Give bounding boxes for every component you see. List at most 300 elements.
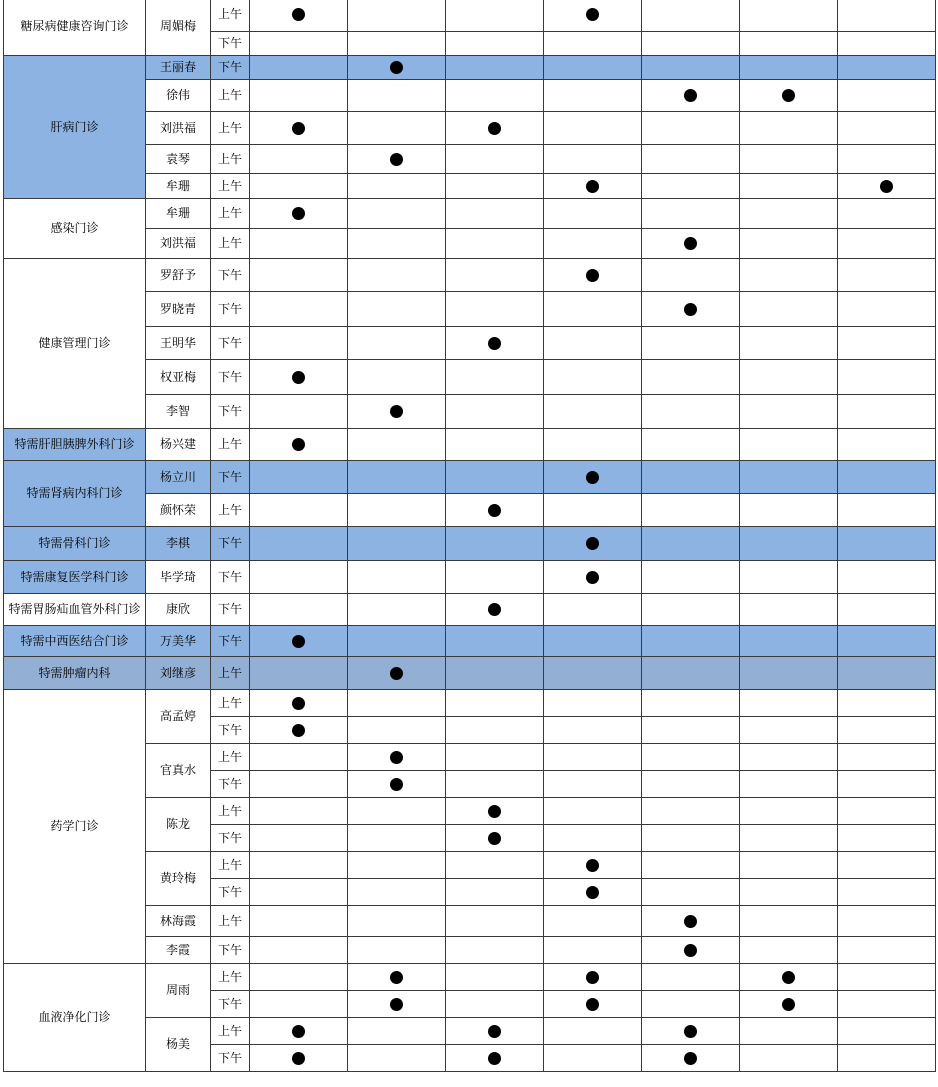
doctor-name: 权亚梅 [146, 360, 211, 395]
doctor-name: 周媚梅 [146, 0, 211, 56]
day-cell [250, 825, 348, 852]
day-cell [544, 906, 642, 937]
day-cell [740, 561, 838, 594]
scheduled-dot-icon [586, 180, 599, 193]
day-cell [838, 937, 936, 964]
day-cell [544, 937, 642, 964]
day-cell [642, 80, 740, 112]
day-cell [250, 174, 348, 199]
scheduled-dot-icon [292, 371, 305, 384]
day-cell [250, 527, 348, 561]
scheduled-dot-icon [488, 805, 501, 818]
day-cell [446, 657, 544, 690]
scheduled-dot-icon [390, 405, 403, 418]
day-cell [740, 56, 838, 80]
period-label: 上午 [211, 657, 250, 690]
day-cell [838, 395, 936, 429]
period-label: 上午 [211, 0, 250, 32]
period-label: 上午 [211, 798, 250, 825]
doctor-name: 毕学琦 [146, 561, 211, 594]
day-cell [544, 395, 642, 429]
day-cell [740, 852, 838, 879]
scheduled-dot-icon [292, 635, 305, 648]
day-cell [446, 292, 544, 327]
day-cell [740, 527, 838, 561]
day-cell [348, 1045, 446, 1072]
day-cell [740, 80, 838, 112]
doctor-name: 刘继彦 [146, 657, 211, 690]
scheduled-dot-icon [292, 438, 305, 451]
day-cell [250, 906, 348, 937]
doctor-name: 徐伟 [146, 80, 211, 112]
day-cell [642, 852, 740, 879]
scheduled-dot-icon [684, 89, 697, 102]
day-cell [642, 527, 740, 561]
day-cell [838, 798, 936, 825]
day-cell [838, 360, 936, 395]
schedule-row [4, 429, 936, 461]
day-cell [740, 32, 838, 56]
scheduled-dot-icon [488, 337, 501, 350]
day-cell [642, 690, 740, 717]
day-cell [642, 0, 740, 32]
scheduled-dot-icon [586, 269, 599, 282]
doctor-name: 袁琴 [146, 145, 211, 174]
day-cell [446, 771, 544, 798]
period-label: 上午 [211, 429, 250, 461]
day-cell [838, 594, 936, 626]
scheduled-dot-icon [586, 8, 599, 21]
day-cell [740, 964, 838, 991]
day-cell [348, 461, 446, 494]
scheduled-dot-icon [292, 697, 305, 710]
day-cell [740, 906, 838, 937]
period-label: 下午 [211, 32, 250, 56]
day-cell [838, 906, 936, 937]
scheduled-dot-icon [488, 1025, 501, 1038]
day-cell [250, 879, 348, 906]
day-cell [544, 626, 642, 657]
day-cell [544, 145, 642, 174]
day-cell [544, 744, 642, 771]
scheduled-dot-icon [292, 1052, 305, 1065]
day-cell [250, 657, 348, 690]
scheduled-dot-icon [390, 971, 403, 984]
day-cell [446, 594, 544, 626]
day-cell [642, 798, 740, 825]
doctor-name: 杨美 [146, 1018, 211, 1072]
day-cell [348, 199, 446, 229]
day-cell [740, 360, 838, 395]
day-cell [348, 494, 446, 527]
scheduled-dot-icon [586, 998, 599, 1011]
day-cell [838, 1045, 936, 1072]
day-cell [838, 259, 936, 292]
day-cell [348, 429, 446, 461]
day-cell [740, 145, 838, 174]
day-cell [642, 744, 740, 771]
day-cell [740, 717, 838, 744]
day-cell [740, 744, 838, 771]
day-cell [642, 461, 740, 494]
day-cell [544, 292, 642, 327]
period-label: 下午 [211, 461, 250, 494]
day-cell [348, 360, 446, 395]
department-name: 糖尿病健康咨询门诊 [4, 0, 146, 56]
day-cell [446, 852, 544, 879]
day-cell [446, 32, 544, 56]
day-cell [446, 906, 544, 937]
day-cell [740, 112, 838, 145]
period-label: 下午 [211, 937, 250, 964]
scheduled-dot-icon [586, 886, 599, 899]
day-cell [838, 429, 936, 461]
period-label: 上午 [211, 80, 250, 112]
period-label: 下午 [211, 56, 250, 80]
period-label: 上午 [211, 145, 250, 174]
day-cell [446, 690, 544, 717]
period-label: 下午 [211, 717, 250, 744]
day-cell [642, 1045, 740, 1072]
day-cell [250, 32, 348, 56]
day-cell [740, 879, 838, 906]
day-cell [642, 32, 740, 56]
day-cell [838, 991, 936, 1018]
day-cell [544, 56, 642, 80]
period-label: 下午 [211, 527, 250, 561]
day-cell [250, 429, 348, 461]
scheduled-dot-icon [292, 207, 305, 220]
day-cell [446, 0, 544, 32]
scheduled-dot-icon [390, 61, 403, 74]
day-cell [642, 771, 740, 798]
department-name: 特需骨科门诊 [4, 527, 146, 561]
doctor-name: 李棋 [146, 527, 211, 561]
day-cell [544, 991, 642, 1018]
scheduled-dot-icon [292, 8, 305, 21]
department-name: 感染门诊 [4, 199, 146, 259]
period-label: 下午 [211, 360, 250, 395]
day-cell [250, 771, 348, 798]
day-cell [838, 199, 936, 229]
period-label: 下午 [211, 771, 250, 798]
day-cell [446, 395, 544, 429]
day-cell [544, 174, 642, 199]
day-cell [348, 527, 446, 561]
day-cell [348, 594, 446, 626]
day-cell [838, 112, 936, 145]
day-cell [544, 32, 642, 56]
day-cell [348, 937, 446, 964]
day-cell [250, 292, 348, 327]
day-cell [446, 80, 544, 112]
day-cell [740, 327, 838, 360]
scheduled-dot-icon [390, 751, 403, 764]
day-cell [544, 360, 642, 395]
day-cell [250, 461, 348, 494]
scheduled-dot-icon [782, 971, 795, 984]
doctor-name: 颜怀荣 [146, 494, 211, 527]
department-name: 血液净化门诊 [4, 964, 146, 1072]
day-cell [348, 744, 446, 771]
period-label: 上午 [211, 174, 250, 199]
day-cell [250, 744, 348, 771]
day-cell [446, 744, 544, 771]
day-cell [642, 561, 740, 594]
day-cell [740, 259, 838, 292]
day-cell [838, 494, 936, 527]
day-cell [348, 327, 446, 360]
day-cell [348, 626, 446, 657]
day-cell [838, 229, 936, 259]
day-cell [544, 1045, 642, 1072]
day-cell [250, 937, 348, 964]
day-cell [348, 657, 446, 690]
day-cell [446, 964, 544, 991]
department-name: 药学门诊 [4, 690, 146, 964]
day-cell [348, 395, 446, 429]
day-cell [348, 879, 446, 906]
day-cell [544, 690, 642, 717]
day-cell [446, 494, 544, 527]
day-cell [838, 145, 936, 174]
doctor-name: 刘洪福 [146, 112, 211, 145]
day-cell [348, 292, 446, 327]
day-cell [446, 626, 544, 657]
doctor-name: 万美华 [146, 626, 211, 657]
day-cell [642, 229, 740, 259]
period-label: 下午 [211, 259, 250, 292]
day-cell [642, 879, 740, 906]
scheduled-dot-icon [390, 667, 403, 680]
day-cell [250, 145, 348, 174]
day-cell [544, 771, 642, 798]
day-cell [446, 527, 544, 561]
doctor-name: 牟珊 [146, 174, 211, 199]
scheduled-dot-icon [586, 537, 599, 550]
day-cell [446, 561, 544, 594]
day-cell [740, 594, 838, 626]
day-cell [740, 825, 838, 852]
day-cell [838, 80, 936, 112]
day-cell [544, 461, 642, 494]
day-cell [250, 626, 348, 657]
day-cell [642, 494, 740, 527]
department-name: 肝病门诊 [4, 56, 146, 199]
doctor-name: 高孟婷 [146, 690, 211, 744]
day-cell [250, 1018, 348, 1045]
period-label: 上午 [211, 852, 250, 879]
day-cell [740, 690, 838, 717]
day-cell [544, 229, 642, 259]
day-cell [838, 174, 936, 199]
day-cell [250, 259, 348, 292]
schedule-row [4, 527, 936, 561]
day-cell [740, 494, 838, 527]
schedule-row [4, 690, 936, 717]
day-cell [642, 626, 740, 657]
day-cell [446, 229, 544, 259]
day-cell [446, 798, 544, 825]
scheduled-dot-icon [684, 303, 697, 316]
day-cell [544, 112, 642, 145]
period-label: 下午 [211, 561, 250, 594]
day-cell [838, 461, 936, 494]
scheduled-dot-icon [586, 571, 599, 584]
day-cell [348, 991, 446, 1018]
doctor-name: 黄玲梅 [146, 852, 211, 906]
period-label: 上午 [211, 229, 250, 259]
day-cell [348, 1018, 446, 1045]
day-cell [544, 657, 642, 690]
day-cell [642, 906, 740, 937]
department-name: 特需肿瘤内科 [4, 657, 146, 690]
doctor-name: 李霞 [146, 937, 211, 964]
day-cell [642, 395, 740, 429]
day-cell [642, 292, 740, 327]
day-cell [838, 771, 936, 798]
department-name: 特需中西医结合门诊 [4, 626, 146, 657]
day-cell [544, 594, 642, 626]
day-cell [348, 964, 446, 991]
day-cell [446, 429, 544, 461]
day-cell [642, 594, 740, 626]
doctor-name: 罗晓青 [146, 292, 211, 327]
scheduled-dot-icon [292, 122, 305, 135]
doctor-name: 康欣 [146, 594, 211, 626]
day-cell [838, 825, 936, 852]
doctor-name: 林海霞 [146, 906, 211, 937]
day-cell [740, 461, 838, 494]
day-cell [348, 798, 446, 825]
doctor-name: 李智 [146, 395, 211, 429]
scheduled-dot-icon [684, 944, 697, 957]
doctor-name: 陈龙 [146, 798, 211, 852]
scheduled-dot-icon [292, 724, 305, 737]
day-cell [348, 825, 446, 852]
day-cell [348, 771, 446, 798]
period-label: 上午 [211, 690, 250, 717]
day-cell [250, 690, 348, 717]
day-cell [642, 56, 740, 80]
period-label: 上午 [211, 199, 250, 229]
day-cell [544, 327, 642, 360]
day-cell [642, 717, 740, 744]
day-cell [446, 825, 544, 852]
day-cell [250, 56, 348, 80]
schedule-row [4, 964, 936, 991]
period-label: 下午 [211, 1045, 250, 1072]
day-cell [740, 937, 838, 964]
scheduled-dot-icon [390, 778, 403, 791]
day-cell [740, 0, 838, 32]
day-cell [740, 991, 838, 1018]
day-cell [838, 626, 936, 657]
department-name: 特需肝胆胰脾外科门诊 [4, 429, 146, 461]
day-cell [838, 1018, 936, 1045]
doctor-name: 刘洪福 [146, 229, 211, 259]
day-cell [642, 259, 740, 292]
day-cell [544, 561, 642, 594]
day-cell [446, 327, 544, 360]
day-cell [642, 991, 740, 1018]
day-cell [838, 852, 936, 879]
day-cell [544, 199, 642, 229]
day-cell [642, 825, 740, 852]
day-cell [642, 327, 740, 360]
doctor-name: 周雨 [146, 964, 211, 1018]
schedule-row [4, 657, 936, 690]
day-cell [446, 259, 544, 292]
day-cell [250, 0, 348, 32]
scheduled-dot-icon [488, 832, 501, 845]
day-cell [250, 494, 348, 527]
day-cell [740, 1018, 838, 1045]
day-cell [838, 327, 936, 360]
doctor-name: 罗舒予 [146, 259, 211, 292]
scheduled-dot-icon [292, 1025, 305, 1038]
scheduled-dot-icon [684, 915, 697, 928]
day-cell [642, 937, 740, 964]
day-cell [740, 657, 838, 690]
day-cell [446, 199, 544, 229]
day-cell [446, 879, 544, 906]
day-cell [544, 717, 642, 744]
department-name: 特需康复医学科门诊 [4, 561, 146, 594]
day-cell [348, 690, 446, 717]
department-name: 健康管理门诊 [4, 259, 146, 429]
schedule-row [4, 259, 936, 292]
day-cell [348, 112, 446, 145]
day-cell [642, 112, 740, 145]
day-cell [642, 429, 740, 461]
clinic-schedule-table [3, 0, 936, 1072]
day-cell [348, 0, 446, 32]
day-cell [838, 527, 936, 561]
schedule-row [4, 594, 936, 626]
scheduled-dot-icon [488, 504, 501, 517]
scheduled-dot-icon [390, 153, 403, 166]
schedule-row [4, 561, 936, 594]
period-label: 上午 [211, 964, 250, 991]
day-cell [740, 292, 838, 327]
day-cell [838, 879, 936, 906]
day-cell [348, 56, 446, 80]
doctor-name: 王丽春 [146, 56, 211, 80]
day-cell [446, 461, 544, 494]
day-cell [544, 80, 642, 112]
day-cell [642, 199, 740, 229]
day-cell [740, 199, 838, 229]
day-cell [740, 174, 838, 199]
day-cell [838, 0, 936, 32]
period-label: 上午 [211, 112, 250, 145]
day-cell [250, 561, 348, 594]
scheduled-dot-icon [782, 998, 795, 1011]
day-cell [838, 717, 936, 744]
day-cell [544, 879, 642, 906]
day-cell [544, 964, 642, 991]
day-cell [544, 1018, 642, 1045]
doctor-name: 杨兴建 [146, 429, 211, 461]
day-cell [740, 771, 838, 798]
day-cell [642, 964, 740, 991]
period-label: 上午 [211, 494, 250, 527]
day-cell [446, 56, 544, 80]
doctor-name: 杨立川 [146, 461, 211, 494]
day-cell [348, 229, 446, 259]
doctor-name: 王明华 [146, 327, 211, 360]
